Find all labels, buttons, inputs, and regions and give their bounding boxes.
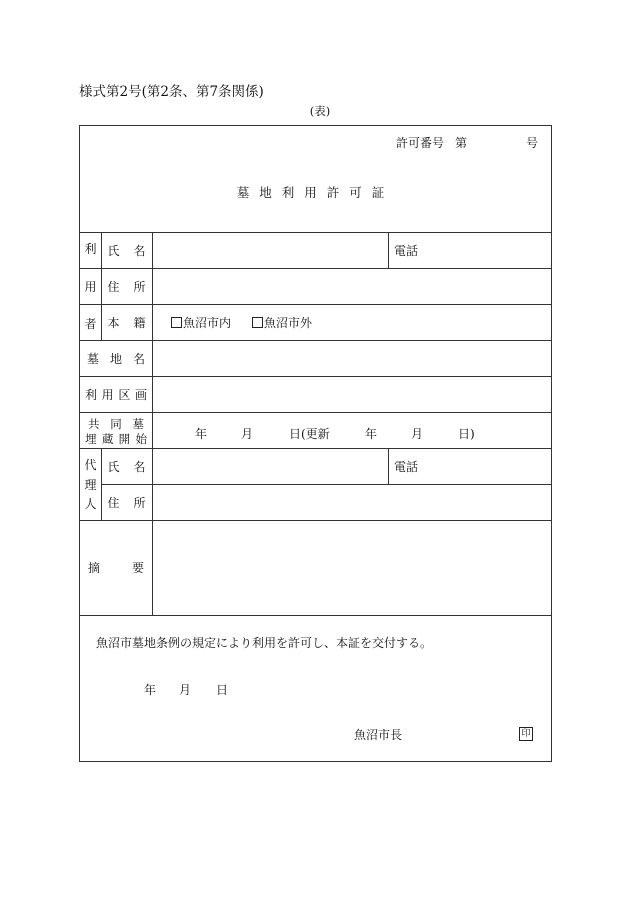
- user-group-char-2: 用: [84, 279, 97, 294]
- permit-number-prefix: 第: [455, 136, 468, 150]
- domicile-outside-option[interactable]: [252, 304, 312, 340]
- renewal-year: 年: [365, 427, 378, 441]
- remarks-field[interactable]: [153, 521, 550, 615]
- agent-address-label: 住 所: [107, 495, 146, 510]
- user-address-field[interactable]: [153, 269, 550, 304]
- agent-phone-field[interactable]: [420, 449, 550, 484]
- renewal-day-close: 日): [458, 427, 475, 441]
- domicile-inside-checkbox[interactable]: [171, 317, 182, 328]
- joint-start-day: 日: [289, 427, 302, 441]
- issuance-statement: 魚沼市墓地条例の規定により利用を許可し、本証を交付する。: [96, 636, 433, 650]
- divider-remarks: [80, 615, 551, 616]
- remarks-label: 摘 要: [88, 561, 144, 575]
- permit-number-label: 許可番号: [396, 136, 445, 150]
- user-phone-field[interactable]: [420, 233, 550, 268]
- usage-plot-label: 利 用 区 画: [85, 387, 147, 402]
- joint-burial-label-line-1: 共 同 墓: [88, 417, 144, 431]
- user-group-char-1: 利: [84, 242, 97, 256]
- domicile-inside-text: 魚沼市内: [183, 315, 232, 330]
- domicile-inside-option[interactable]: [171, 304, 231, 340]
- agent-name-label: 氏 名: [107, 459, 146, 474]
- joint-start-month: 月: [241, 427, 254, 441]
- user-name-label: 氏 名: [107, 243, 146, 258]
- form-number-title: 様式第2号(第2条、第7条関係): [79, 84, 264, 100]
- cemetery-name-field[interactable]: [153, 341, 550, 376]
- usage-plot-field[interactable]: [153, 377, 550, 412]
- permit-title: 墓地利用許可証: [236, 185, 395, 200]
- front-side-label: (表): [309, 104, 331, 118]
- renewal-month: 月: [411, 427, 424, 441]
- user-phone-label: 電話: [394, 243, 419, 258]
- agent-name-field[interactable]: [153, 449, 388, 484]
- user-group-label: [85, 240, 97, 332]
- domicile-outside-checkbox[interactable]: [252, 317, 263, 328]
- official-seal-mark: 印: [519, 727, 533, 741]
- domicile-outside-text: 魚沼市外: [264, 315, 313, 330]
- agent-phone-label: 電話: [394, 459, 419, 474]
- user-name-field[interactable]: [153, 233, 388, 268]
- divider-agent-phone: [388, 448, 389, 484]
- issue-month: 月: [179, 683, 192, 697]
- joint-start-year: 年: [195, 427, 208, 441]
- cemetery-name-label: 墓 地 名: [87, 351, 145, 366]
- issue-day: 日: [216, 683, 229, 697]
- permit-form-frame: [79, 125, 552, 762]
- user-domicile-label: 本 籍: [107, 315, 146, 330]
- joint-burial-label-line-2: 埋 蔵 開 始: [85, 432, 147, 446]
- issue-year: 年: [144, 683, 157, 697]
- agent-group-label: 代 理 人: [84, 458, 97, 511]
- agent-address-field[interactable]: [153, 485, 550, 520]
- permit-number-suffix: 号: [526, 136, 539, 150]
- divider-usage-plot: [80, 412, 551, 413]
- user-address-label: 住 所: [107, 279, 146, 294]
- renewal-open: (更新: [301, 427, 330, 441]
- user-group-char-3: 者: [84, 317, 97, 331]
- mayor-label: 魚沼市長: [354, 728, 403, 742]
- divider-user-phone: [388, 232, 389, 268]
